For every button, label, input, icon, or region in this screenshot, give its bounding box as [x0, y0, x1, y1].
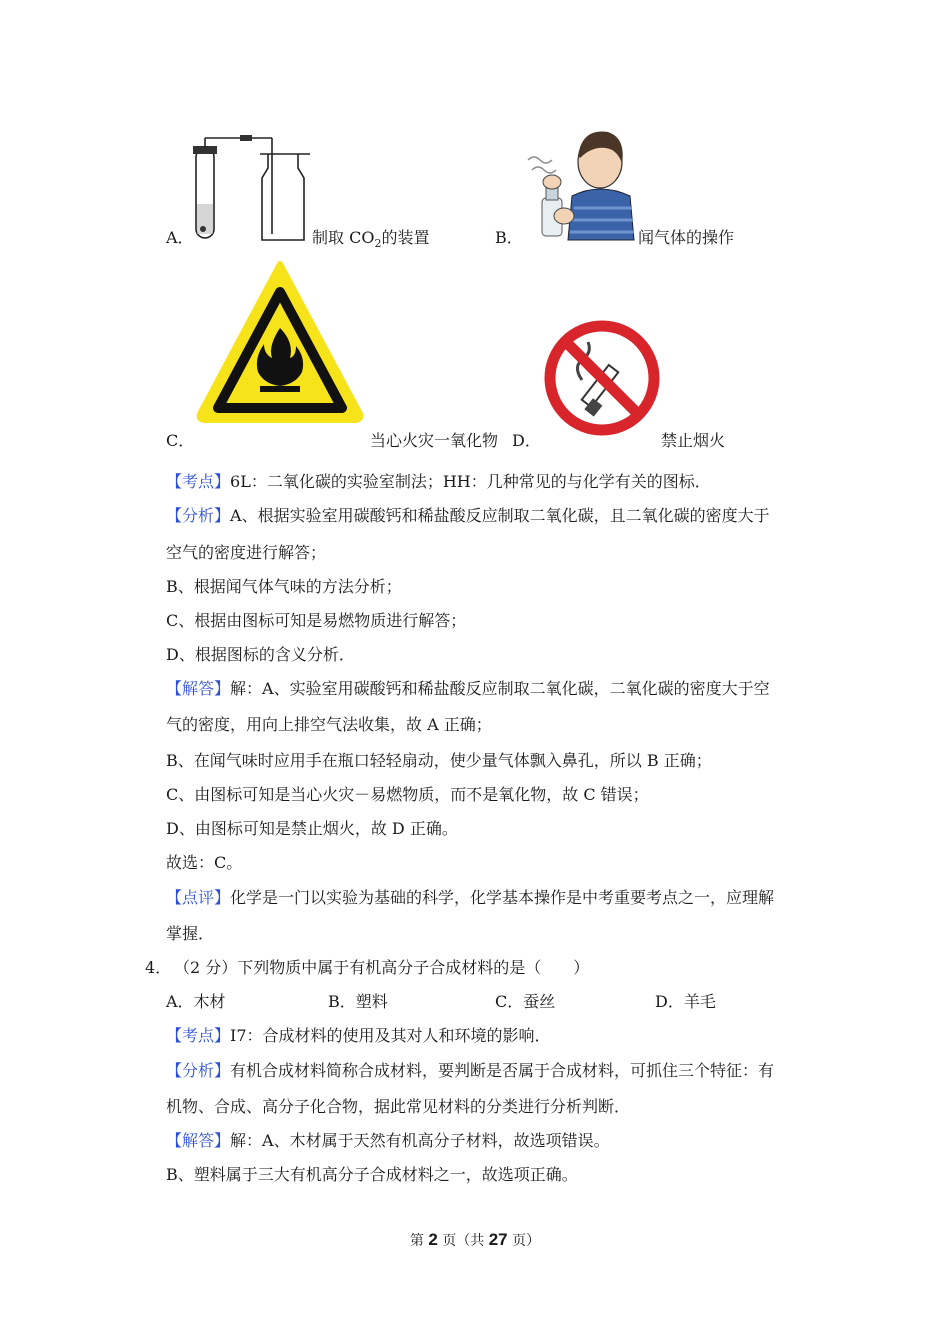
fenxi-1-line2: 空气的密度进行解答；	[166, 543, 327, 562]
jieda-2-line2: B、塑料属于三大有机高分子合成材料之一，故选项正确。	[166, 1165, 578, 1184]
total-page-count: 27	[488, 1230, 508, 1249]
option-b-caption: 闻气体的操作	[638, 228, 735, 247]
question-4-stem: （2 分）下列物质中属于有机高分子合成材料的是（ ）	[174, 958, 590, 977]
fenxi-2-line1: 【分析】有机合成材料简称合成材料，要判断是否属于合成材料，可抓住三个特征：有	[166, 1061, 775, 1080]
fire-warning-icon	[194, 258, 366, 426]
kaodian-1: 【考点】6L：二氧化碳的实验室制法；HH：几种常见的与化学有关的图标．	[166, 472, 711, 491]
fenxi-1-line5: D、根据图标的含义分析．	[166, 645, 355, 664]
jieda-1-line6: 故选：C。	[166, 853, 243, 872]
fenxi-1-line3: B、根据闻气体气味的方法分析；	[166, 577, 402, 596]
question-4-number: 4．	[145, 958, 172, 977]
no-smoking-icon	[542, 318, 662, 438]
question-4-option-d: D．羊毛	[655, 992, 716, 1011]
option-b-letter: B．	[495, 228, 523, 247]
option-d-letter: D．	[512, 431, 541, 450]
jieda-1-line3: B、在闻气味时应用手在瓶口轻轻扇动，使少量气体飘入鼻孔，所以 B 正确；	[166, 751, 712, 770]
jieda-2-line1: 【解答】解：A、木材属于天然有机高分子材料，故选项错误。	[166, 1131, 610, 1150]
fenxi-1-line4: C、根据由图标可知是易燃物质进行解答；	[166, 611, 467, 630]
smell-gas-boy-icon	[522, 124, 638, 244]
question-4-option-c: C．蚕丝	[495, 992, 556, 1011]
gas-apparatus-icon	[190, 134, 314, 244]
jieda-1-line2: 气的密度，用向上排空气法收集，故 A 正确；	[166, 715, 492, 734]
option-c-caption: 当心火灾一氧化物	[370, 431, 499, 450]
question-4-option-b: B．塑料	[328, 992, 388, 1011]
jieda-1-line1: 【解答】解：A、实验室用碳酸钙和稀盐酸反应制取二氧化碳，二氧化碳的密度大于空	[166, 679, 770, 698]
jieda-1-line4: C、由图标可知是当心火灾－易燃物质，而不是氧化物，故 C 错误；	[166, 785, 649, 804]
option-d-caption: 禁止烟火	[661, 431, 726, 450]
jieda-1-line5: D、由图标可知是禁止烟火，故 D 正确。	[166, 819, 458, 838]
option-a-caption: 制取 $CO_2$的装置	[312, 228, 430, 251]
current-page-number: 2	[428, 1230, 438, 1249]
dianping-1-line2: 掌握．	[166, 924, 215, 943]
option-a-letter: A．	[166, 228, 194, 247]
page-footer: 第 2 页（共 27 页）	[409, 1230, 541, 1249]
kaodian-2: 【考点】I7：合成材料的使用及其对人和环境的影响．	[166, 1026, 551, 1045]
fenxi-2-line2: 机物、合成、高分子化合物，据此常见材料的分类进行分析判断．	[166, 1097, 631, 1116]
dianping-1-line1: 【点评】化学是一门以实验为基础的科学，化学基本操作是中考重要考点之一，应理解	[166, 888, 775, 907]
fenxi-1-line1: 【分析】A、根据实验室用碳酸钙和稀盐酸反应制取二氧化碳，且二氧化碳的密度大于	[166, 506, 770, 525]
question-4-option-a: A．木材	[166, 992, 226, 1011]
option-c-letter: C．	[166, 431, 195, 450]
